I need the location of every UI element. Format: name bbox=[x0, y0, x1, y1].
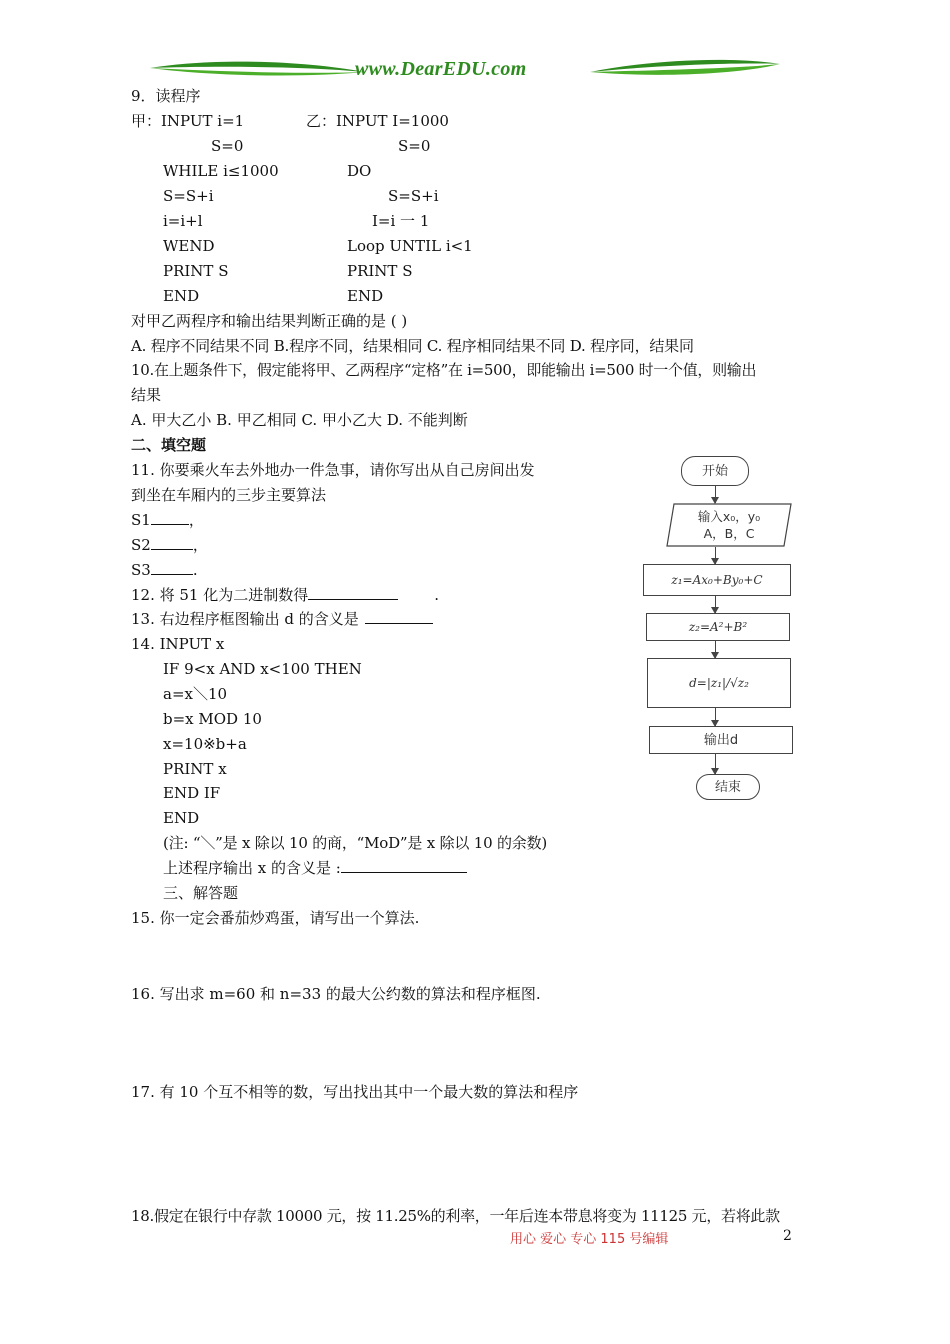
question-14-line-3: a=x＼10 bbox=[163, 685, 228, 703]
question-18-text: 18.假定在银行中存款 10000 元，按 11.25%的利率，一年后连本带息将变为 11125 元，若将此款 bbox=[131, 1207, 780, 1225]
answer-blank bbox=[341, 858, 467, 873]
site-name: www.DearEDU.com bbox=[355, 58, 527, 80]
program-a-line-8: END bbox=[163, 287, 200, 305]
question-9-prompt: 对甲乙两程序和输出结果判断正确的是 ( ) bbox=[131, 312, 408, 330]
answer-blank bbox=[151, 535, 193, 550]
program-a-line-6: WEND bbox=[163, 237, 215, 255]
answer-blank bbox=[151, 560, 193, 575]
question-14-prompt: 上述程序输出 x 的含义是 : bbox=[163, 858, 467, 878]
question-14-line-1: 14. INPUT x bbox=[131, 635, 225, 653]
flowchart-arrow bbox=[715, 754, 716, 774]
question-10-text: 10.在上题条件下，假定能将甲、乙两程序“定格”在 i=500，即能输出 i=500 时一个值，则输出 bbox=[131, 361, 757, 379]
program-b-line-3: DO bbox=[347, 162, 372, 180]
answer-s3: S3 . bbox=[131, 561, 198, 579]
question-14-line-5: x=10※b+a bbox=[163, 735, 247, 753]
answer-s2: S2 ， bbox=[131, 536, 208, 554]
question-16-text: 16. 写出求 m=60 和 n=33 的最大公约数的算法和程序框图. bbox=[131, 985, 541, 1003]
program-a-line-4: S=S+i bbox=[163, 187, 214, 205]
flowchart-start: 开始 bbox=[681, 456, 749, 486]
program-b-line-5: I=i 一 1 bbox=[372, 212, 430, 230]
flowchart-arrow bbox=[715, 708, 716, 726]
question-13-text: 13. 右边程序框图输出 d 的含义是 bbox=[131, 609, 433, 629]
page-number: 2 bbox=[783, 1228, 792, 1244]
section-fill-in-heading: 二、填空题 bbox=[131, 436, 207, 454]
answer-blank bbox=[151, 510, 189, 525]
program-b-line-8: END bbox=[347, 287, 384, 305]
program-a-line-1: 甲：INPUT i=1 bbox=[131, 112, 245, 130]
flowchart-step-z2: z₂=A²+B² bbox=[646, 613, 790, 641]
answer-blank bbox=[365, 609, 433, 624]
program-a-line-5: i=i+l bbox=[163, 212, 203, 230]
flowchart-arrow bbox=[715, 547, 716, 564]
question-11-text: 11. 你要乘火车去外地办一件急事，请你写出从自己房间出发 bbox=[131, 461, 535, 479]
program-a-line-3: WHILE i≤1000 bbox=[163, 162, 279, 180]
question-11-text-cont: 到坐在车厢内的三步主要算法 bbox=[131, 486, 327, 504]
program-a-line-7: PRINT S bbox=[163, 262, 229, 280]
flowchart-step-d: d=|z₁|/√z₂ bbox=[647, 658, 791, 708]
flowchart bbox=[638, 452, 808, 812]
question-12-text: 12. 将 51 化为二进制数得 . bbox=[131, 586, 440, 604]
answer-s1: S1 ， bbox=[131, 511, 204, 529]
program-b-line-2: S=0 bbox=[398, 137, 431, 155]
flowchart-output: 输出d bbox=[649, 726, 793, 754]
question-15-text: 15. 你一定会番茄炒鸡蛋，请写出一个算法. bbox=[131, 909, 420, 927]
question-9-title: 9．读程序 bbox=[131, 87, 201, 105]
section-solve-heading: 三、解答题 bbox=[163, 884, 239, 902]
flowchart-arrow bbox=[715, 486, 716, 503]
question-10-options: A. 甲大乙小 B. 甲乙相同 C. 甲小乙大 D. 不能判断 bbox=[131, 411, 468, 429]
flowchart-arrow bbox=[715, 596, 716, 613]
answer-blank bbox=[308, 585, 398, 600]
question-14-line-4: b=x MOD 10 bbox=[163, 710, 262, 728]
program-b-line-1: 乙：INPUT I=1000 bbox=[306, 112, 449, 130]
site-header-banner bbox=[150, 52, 780, 88]
flowchart-end: 结束 bbox=[696, 774, 760, 800]
question-14-line-6: PRINT x bbox=[163, 760, 227, 778]
question-9-options: A. 程序不同结果不同 B.程序不同，结果相同 C. 程序相同结果不同 D. 程序同，结果同 bbox=[131, 337, 694, 355]
question-14-line-8: END bbox=[163, 809, 200, 827]
footer-text: 用心 爱心 专心 115 号编辑 bbox=[510, 1232, 669, 1247]
question-17-text: 17. 有 10 个互不相等的数，写出找出其中一个最大数的算法和程序 bbox=[131, 1083, 579, 1101]
program-a-line-2: S=0 bbox=[211, 137, 244, 155]
question-14-line-7: END IF bbox=[163, 784, 221, 802]
flowchart-arrow bbox=[715, 641, 716, 658]
program-b-line-4: S=S+i bbox=[388, 187, 439, 205]
program-b-line-7: PRINT S bbox=[347, 262, 413, 280]
question-10-text-cont: 结果 bbox=[131, 386, 162, 404]
flowchart-step-z1: z₁=Ax₀+By₀+C bbox=[643, 564, 791, 596]
flowchart-input: 输入x₀，y₀ A，B，C bbox=[697, 509, 761, 541]
program-b-line-6: Loop UNTIL i<1 bbox=[347, 237, 473, 255]
question-14-line-2: IF 9<x AND x<100 THEN bbox=[163, 660, 362, 678]
question-14-note: (注: “＼”是 x 除以 10 的商，“MoD”是 x 除以 10 的余数) bbox=[163, 834, 548, 852]
